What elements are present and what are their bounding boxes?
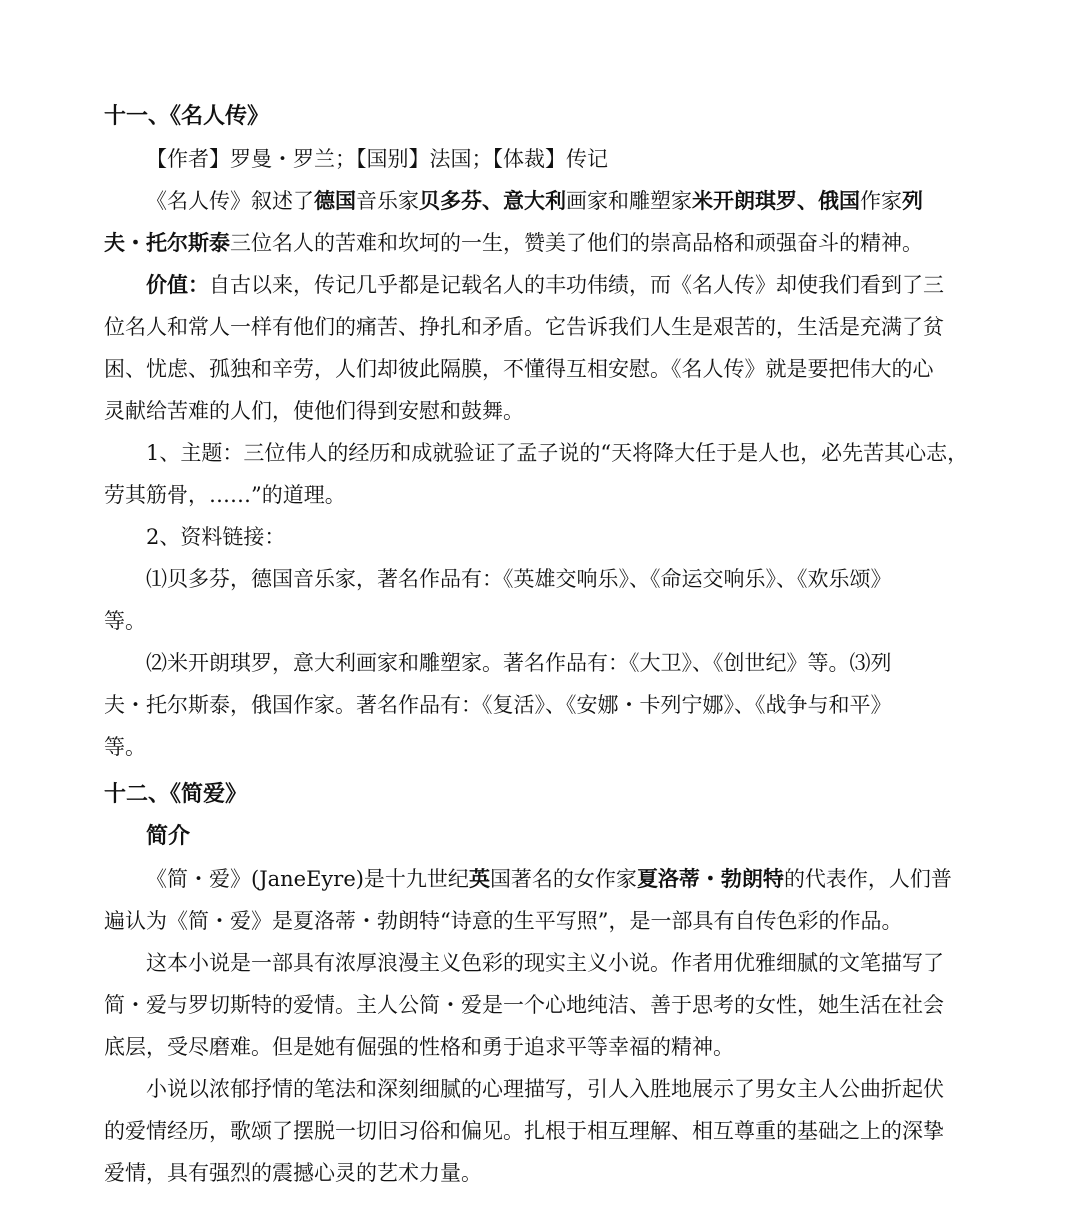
summary-bold-text: 德国 (314, 189, 356, 213)
links-item1-line-2: 等。 (104, 609, 146, 633)
country-label: 【国别】 (356, 147, 430, 171)
intro-text: 国著名的女作家 (489, 867, 637, 891)
section-heading-12: 十二、《简爱》 (104, 782, 248, 807)
summary-line-2 (104, 222, 923, 264)
genre-value: 传记 (566, 147, 608, 171)
summary-bold-text: 贝多芬、意大利 (419, 189, 566, 213)
links-item2-line-2: 夫・托尔斯泰，俄国作家。著名作品有：《复活》、《安娜・卡列宁娜》、《战争与和平》 (104, 693, 892, 717)
value-label: 价值： (146, 273, 209, 297)
summary-bold-text: 夫・托尔斯泰 (104, 231, 230, 255)
value-line-2: 位名人和常人一样有他们的痛苦、挣扎和矛盾。它告诉我们人生是艰苦的，生活是充满了贫 (104, 315, 944, 339)
links-item2-line-3: 等。 (104, 735, 146, 759)
summary-text: 音乐家 (356, 189, 419, 213)
para2-line-1: 这本小说是一部具有浓厚浪漫主义色彩的现实主义小说。作者用优雅细腻的文笔描写了 (146, 951, 944, 975)
summary-bold-text: 列 (902, 189, 923, 213)
intro-text: 《简・爱》(JaneEyre)是十九世纪 (146, 867, 469, 891)
subheading-intro: 简介 (146, 824, 191, 849)
links-title: 2、资料链接： (146, 525, 286, 549)
summary-bold-text: 米开朗琪罗、俄国 (692, 189, 860, 213)
country-value: 法国； (429, 147, 493, 171)
section-heading-11: 十一、《名人传》 (104, 104, 270, 129)
value-line-1 (104, 264, 944, 306)
summary-line-1 (104, 180, 923, 222)
para2-line-2: 简・爱与罗切斯特的爱情。主人公简・爱是一个心地纯洁、善于思考的女性，她生活在社会 (104, 993, 944, 1017)
author-value: 罗曼・罗兰； (230, 147, 356, 171)
intro-bold-text: 英 (468, 867, 490, 891)
value-line-3: 困、忧虑、孤独和辛劳，人们却彼此隔膜，不懂得互相安慰。《名人传》就是要把伟大的心 (104, 357, 934, 381)
value-line-4: 灵献给苦难的人们，使他们得到安慰和鼓舞。 (104, 399, 524, 423)
para3-line-1: 小说以浓郁抒情的笔法和深刻细腻的心理描写，引人入胜地展示了男女主人公曲折起伏 (146, 1077, 944, 1101)
summary-text: 作家 (860, 189, 902, 213)
links-item2-line-1: ⑵米开朗琪罗，意大利画家和雕塑家。著名作品有：《大卫》、《创世纪》等。⑶列 (146, 651, 892, 675)
intro-bold-text: 夏洛蒂・勃朗特 (636, 867, 784, 891)
links-item1-line-1: ⑴贝多芬，德国音乐家，著名作品有：《英雄交响乐》、《命运交响乐》、《欢乐颂》 (146, 567, 892, 591)
para2-line-3: 底层，受尽磨难。但是她有倔强的性格和勇于追求平等幸福的精神。 (104, 1035, 734, 1059)
theme-line-2: 劳其筋骨，……”的道理。 (104, 483, 346, 507)
value-text: 自古以来，传记几乎都是记载名人的丰功伟绩，而《名人传》却使我们看到了三 (209, 273, 944, 297)
para3-line-3: 爱情，具有强烈的震撼心灵的艺术力量。 (104, 1161, 482, 1185)
author-label: 【作者】 (146, 147, 230, 171)
theme-line-1: 1、主题：三位伟人的经历和成就验证了孟子说的“天将降大任于是人也，必先苦其心志， (146, 441, 969, 465)
book-meta (104, 138, 608, 180)
summary-text: 三位名人的苦难和坎坷的一生，赞美了他们的崇高品格和顽强奋斗的精神。 (230, 231, 923, 255)
summary-text: 《名人传》叙述了 (146, 189, 314, 213)
summary-text: 画家和雕塑家 (566, 189, 692, 213)
genre-label: 【体裁】 (492, 147, 566, 171)
para3-line-2: 的爱情经历，歌颂了摆脱一切旧习俗和偏见。扎根于相互理解、相互尊重的基础之上的深挚 (104, 1119, 944, 1143)
intro-text: 的代表作，人们普 (783, 867, 952, 891)
intro-line-2: 遍认为《简・爱》是夏洛蒂・勃朗特“诗意的生平写照”，是一部具有自传色彩的作品。 (104, 909, 903, 933)
intro-line-1 (104, 858, 952, 900)
